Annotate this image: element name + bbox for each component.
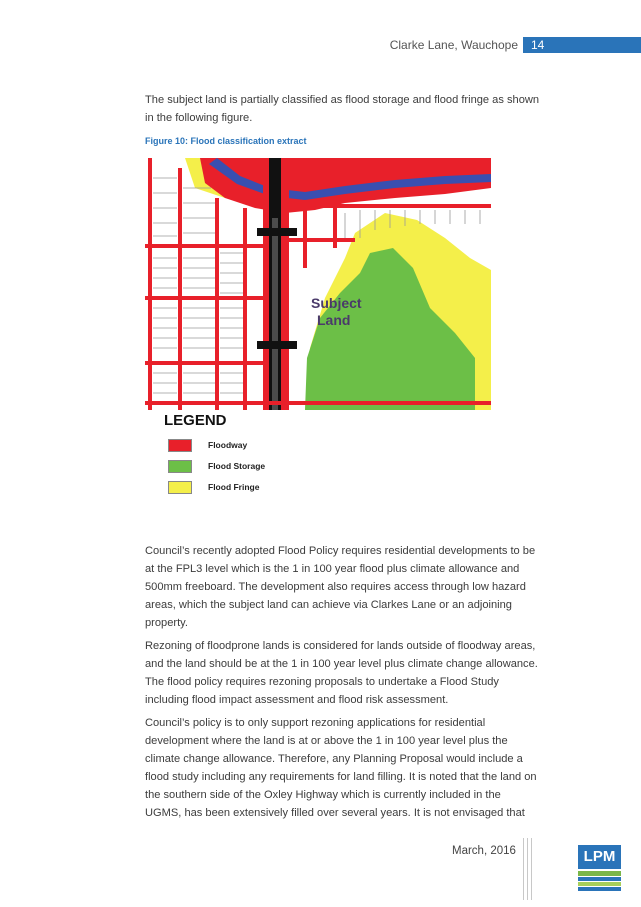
page-number-badge: 14: [523, 37, 641, 53]
map-legend: [160, 412, 310, 502]
intro-paragraph: The subject land is partially classified as flood storage and flood fringe as shown in the following figure.: [145, 94, 540, 124]
flood-classification-map: [145, 158, 491, 410]
legend-swatch-flood-storage: [168, 460, 192, 473]
footer-date: March, 2016: [452, 845, 516, 857]
paragraph-rezoning: Rezoning of floodprone lands is considered for lands outside of floodway areas, and the land should be at the 1 in 100 year level plus climate change allowance. The flood policy requires rezoning proposals to undertake a Flood Study including flood impact assessment and flood risk assessment.: [145, 640, 538, 706]
legend-label-floodway: Floodway: [208, 440, 248, 450]
map-label-subject: Subject: [311, 295, 362, 311]
legend-title: LEGEND: [164, 412, 227, 429]
flood-map-graphic: [145, 158, 491, 410]
lpm-logo-text: LPM: [578, 845, 621, 869]
legend-label-flood-storage: Flood Storage: [208, 461, 266, 471]
legend-label-flood-fringe: Flood Fringe: [208, 482, 260, 492]
footer-divider: [521, 838, 533, 900]
paragraph-flood-policy: Council’s recently adopted Flood Policy requires residential developments to be at the FPL3 level which is the 1 in 100 year flood plus climate allowance and 500mm freeboard. The development also requires access through low hazard areas, which the subject land can achieve via Clarkes Lane or an adjoining property.: [145, 545, 536, 629]
legend-swatch-flood-fringe: [168, 481, 192, 494]
figure-caption: Figure 10: Flood classification extract: [145, 136, 307, 146]
lpm-logo: [578, 845, 621, 891]
map-label-land: Land: [317, 312, 351, 328]
legend-swatch-floodway: [168, 439, 192, 452]
header-title: Clarke Lane, Wauchope: [389, 38, 518, 52]
paragraph-council-policy: Council’s policy is to only support rezoning applications for residential development where the land is at or above the 1 in 100 year level plus the climate change allowance. Therefore, any Planning Proposal would include a flood study including any requirements for land filling. It is noted that the land on the southern side of the Oxley Highway which is currently included in the UGMS, has been extensively filled over several years. It is not envisaged that: [145, 717, 537, 819]
